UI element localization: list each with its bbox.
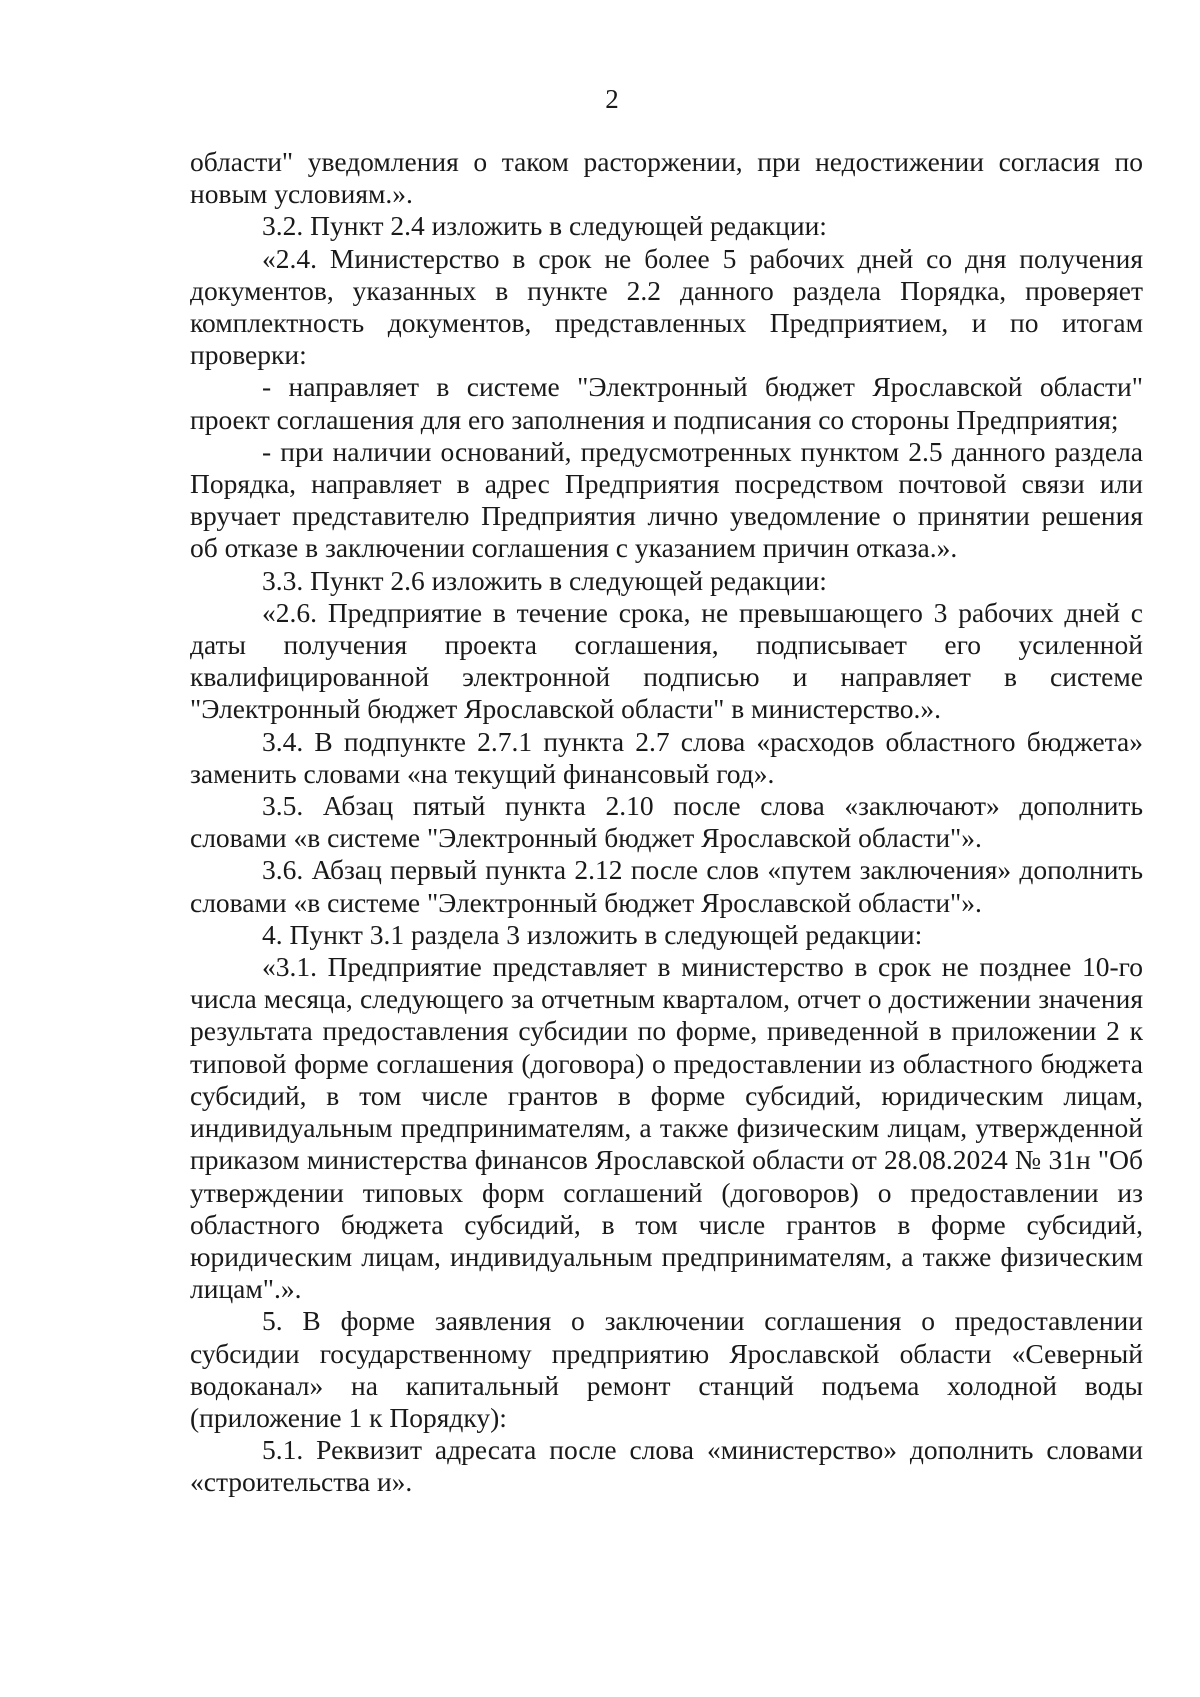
document-body <box>190 146 1143 1499</box>
paragraph-2-4-item-1: - направляет в системе "Электронный бюджет Ярославской области" проект соглашения для его заполнения и подписания со стороны Предприятия; <box>190 371 1143 435</box>
paragraph-3-1-text: «3.1. Предприятие представляет в министерство в срок не позднее 10-го числа месяца, следующего за отчетным кварталом, отчет о достижении значения результата предоставления субсидии по форме, приведенной в приложении 2 к типовой форме соглашения (договора) о предоставлении из областного бюджета субсидий, в том числе грантов в форме субсидий, юридическим лицам, индивидуальным предпринимателям, а также физическим лицам, утвержденной приказом министерства финансов Ярославской области от 28.08.2024 № 31н "Об утверждении типовых форм соглашений (договоров) о предоставлении из областного бюджета субсидий, в том числе грантов в форме субсидий, юридическим лицам, индивидуальным предпринимателям, а также физическим лицам".». <box>190 951 1143 1305</box>
paragraph-3-2: 3.2. Пункт 2.4 изложить в следующей редакции: <box>262 210 827 242</box>
paragraph-continuation: области" уведомления о таком расторжении, при недостижении согласия по новым условиям.». <box>190 146 1143 210</box>
page-number: 2 <box>605 84 619 114</box>
paragraph-3-3: 3.3. Пункт 2.6 изложить в следующей редакции: <box>262 564 827 596</box>
paragraph-3-4: 3.4. В подпункте 2.7.1 пункта 2.7 слова «расходов областного бюджета» заменить словами «на текущий финансовый год». <box>190 725 1143 789</box>
paragraph-2-4-text: «2.4. Министерство в срок не более 5 рабочих дней со дня получения документов, указанных в пункте 2.2 данного раздела Порядка, проверяет комплектность документов, представленных Предприятием, и по итогам проверки: <box>190 242 1143 371</box>
paragraph-3-5: 3.5. Абзац пятый пункта 2.10 после слова «заключают» дополнить словами «в системе "Электронный бюджет Ярославской области"». <box>190 790 1143 854</box>
paragraph-5-1: 5.1. Реквизит адресата после слова «министерство» дополнить словами «строительства и». <box>190 1434 1143 1498</box>
paragraph-5: 5. В форме заявления о заключении соглашения о предоставлении субсидии государственному предприятию Ярославской области «Северный водоканал» на капитальный ремонт станций подъема холодной воды (приложение 1 к Порядку): <box>190 1305 1143 1433</box>
paragraph-3-6: 3.6. Абзац первый пункта 2.12 после слов «путем заключения» дополнить словами «в системе "Электронный бюджет Ярославской области"». <box>190 854 1143 918</box>
paragraph-4: 4. Пункт 3.1 раздела 3 изложить в следующей редакции: <box>262 918 923 950</box>
paragraph-2-6-text: «2.6. Предприятие в течение срока, не превышающего 3 рабочих дней с даты получения проекта соглашения, подписывает его усиленной квалифицированной электронной подписью и направляет в системе "Электронный бюджет Ярославской области" в министерство.». <box>190 596 1143 725</box>
paragraph-2-4-item-2: - при наличии оснований, предусмотренных пунктом 2.5 данного раздела Порядка, направляет в адрес Предприятия посредством почтовой связи или вручает представителю Предприятия лично уведомление о принятии решения об отказе в заключении соглашения с указанием причин отказа.». <box>190 435 1143 564</box>
